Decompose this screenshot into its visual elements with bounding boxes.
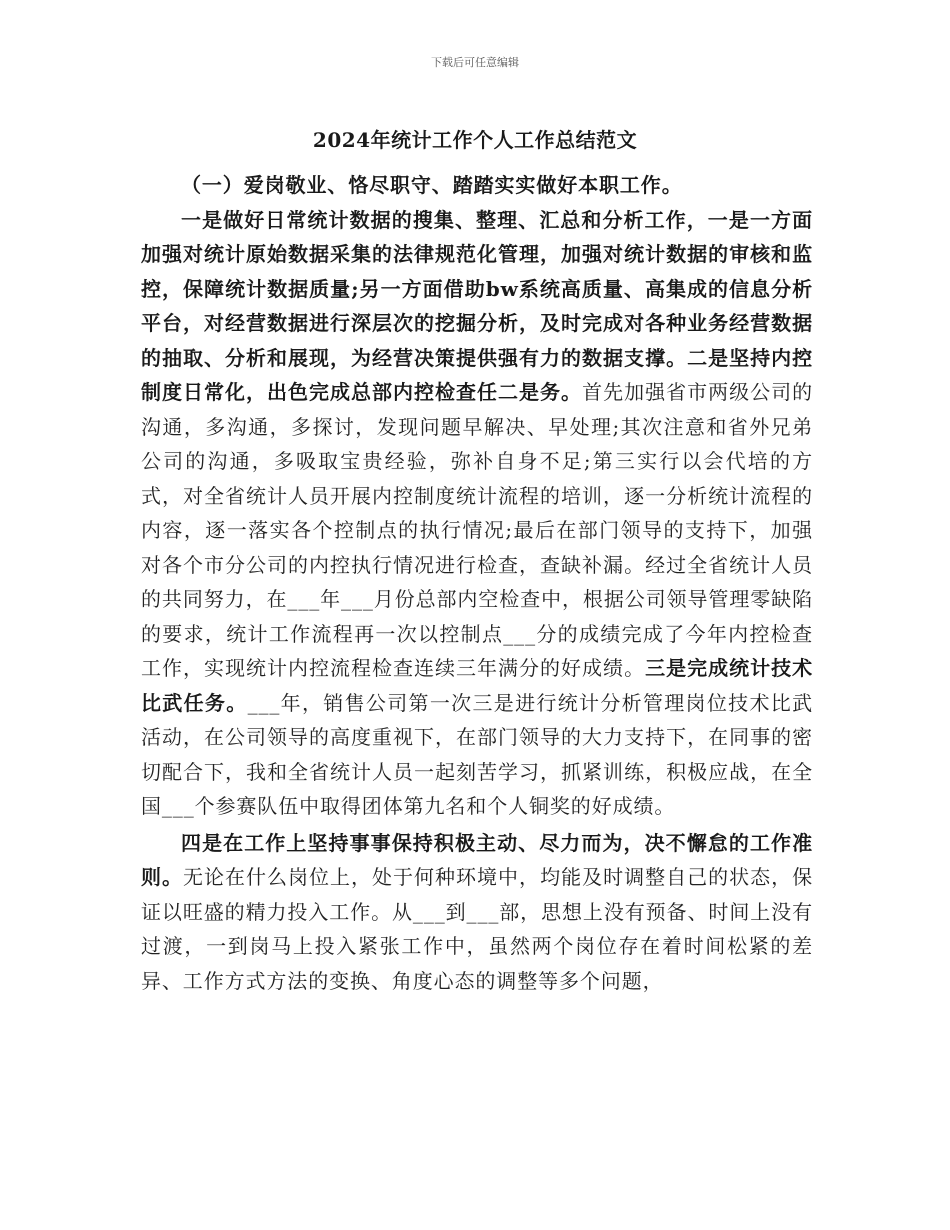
document-title: 2024年统计工作个人工作总结范文 <box>312 128 638 152</box>
paragraph-2-normal-text: 无论在什么岗位上，处于何种环境中，均能及时调整自己的状态，保证以旺盛的精力投入工作。从___到___部，思想上没有预备、时间上没有过渡，一到岗马上投入紧张工作中，虽然两个岗位存在着时间松紧的差异、工作方式方法的变换、角度心态的调整等多个问题， <box>141 865 813 993</box>
paragraph-1-bold-text-2: 三是完成统计技术比武任务。 <box>141 656 813 715</box>
page-header-note: 下载后可任意编辑 <box>431 56 519 69</box>
paragraph-1-normal-text-2: ___年，销售公司第一次三是进行统计分析管理岗位技术比武活动，在公司领导的高度重视下，在部门领导的大力支持下，在同事的密切配合下，我和全省统计人员一起刻苦学习，抓紧训练，积极应战，在全国___个参赛队伍中取得团体第九名和个人铜奖的好成绩。 <box>141 690 814 818</box>
document-body <box>141 168 813 998</box>
paragraph-2-bold-text: 四是在工作上坚持事事保持积极主动、尽力而为，决不懈怠的工作准则。 <box>141 830 813 889</box>
paragraph-1 <box>141 203 813 824</box>
paragraph-2 <box>141 826 813 999</box>
section-heading: （一）爱岗敬业、恪尽职守、踏踏实实做好本职工作。 <box>181 173 683 197</box>
paragraph-1-normal-text: 首先加强省市两级公司的沟通，多沟通，多探讨，发现问题早解决、早处理;其次注意和省外兄弟公司的沟通，多吸取宝贵经验，弥补自身不足;第三实行以会代培的方式，对全省统计人员开展内控制度统计流程的培训，逐一分析统计流程的内容，逐一落实各个控制点的执行情况;最后在部门领导的支持下，加强对各个市分公司的内控执行情况进行检查，查缺补漏。经过全省统计人员的共同努力，在___年___月份总部内空检查中，根据公司领导管理零缺陷的要求，统计工作流程再一次以控制点___分的成绩完成了今年内控检查工作，实现统计内控流程检查连续三年满分的好成绩。 <box>141 380 813 680</box>
paragraph-1-bold-text: 一是做好日常统计数据的搜集、整理、汇总和分析工作，一是一方面加强对统计原始数据采集的法律规范化管理，加强对统计数据的审核和监控，保障统计数据质量;另一方面借助bw系统高质量、高集成的信息分析平台，对经营数据进行深层次的挖掘分析，及时完成对各种业务经营数据的抽取、分析和展现，为经营决策提供强有力的数据支撑。二是坚持内控制度日常化，出色完成总部内控检查任二是务。 <box>141 207 813 404</box>
